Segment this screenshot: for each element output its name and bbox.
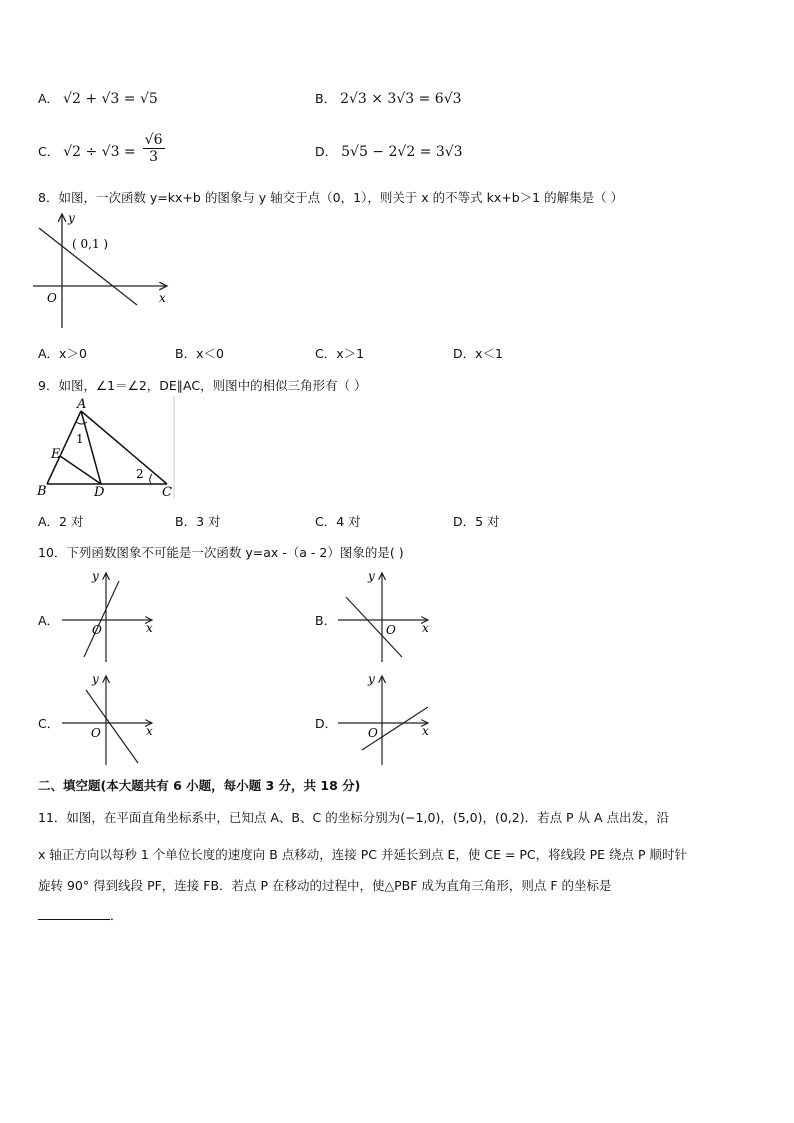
svg-text:O: O [368,726,378,740]
section-2-heading: 二、填空题(本大题共有 6 小题，每小题 3 分，共 18 分) [38,778,361,793]
q9-option-b: B．3 对 [175,514,221,529]
q9-stem: 9．如图，∠1＝∠2，DE∥AC，则图中的相似三角形有（ ） [38,378,367,393]
q7-option-c-label: C． [38,144,60,159]
svg-text:x: x [146,621,153,635]
q9-option-a: A．2 对 [38,514,84,529]
q8-option-a: A．x＞0 [38,346,87,361]
q7-option-c-fraction [143,132,165,165]
q7-option-b [315,89,462,107]
q10-graph-c [60,670,160,768]
q9-label-e: E [51,447,61,462]
q7-option-d [315,142,463,160]
q9-angle-2: 2 [136,467,144,481]
q11-line-1: 11．如图，在平面直角坐标系中，已知点 A、B、C 的坐标分别为(−1,0)，(5,0)，(0,2)．若点 P 从 A 点出发，沿 [38,810,670,825]
q7-option-c-denominator: 3 [149,149,159,165]
q11-line-2: x 轴正方向以每秒 1 个单位长度的速度向 B 点移动，连接 PC 并延长到点 E，使 CE = PC，将线段 PE 绕点 P 顺时针 [38,847,688,862]
svg-text:x: x [422,724,429,738]
svg-text:y: y [368,672,375,686]
q10-graph-b-label: B． [315,613,337,628]
svg-text:y: y [92,569,99,583]
q8-point-label: ( 0,1 ) [72,237,109,251]
q11-answer-blank[interactable] [38,907,110,920]
q7-option-b-label: B． [315,91,337,106]
q7-option-c-numerator: √6 [144,132,163,148]
q10-graph-d-label: D． [315,716,338,731]
q9-angle-1: 1 [76,432,84,446]
svg-text:y: y [368,569,375,583]
q9-option-d: D．5 对 [453,514,500,529]
q9-option-c: C．4 对 [315,514,361,529]
q9-triangle-figure [34,396,179,501]
q8-option-b: B．x＜0 [175,346,224,361]
q10-graph-d [336,670,436,768]
q10-graph-c-label: C． [38,716,60,731]
q7-option-a-expr: √2 + √3 = √5 [63,91,158,107]
q7-option-a [38,89,158,107]
q8-y-label: y [68,211,75,225]
q11-period: ． [110,908,123,923]
q8-x-label: x [159,291,166,305]
svg-text:O: O [92,623,102,637]
q8-origin-label: O [47,291,57,305]
q8-option-d: D．x＜1 [453,346,503,361]
q10-graph-a-label: A． [38,613,60,628]
q10-stem: 10．下列函数图象不可能是一次函数 y=ax -（a - 2）图象的是( ) [38,545,404,560]
q9-label-c: C [162,485,172,500]
svg-text:O: O [91,726,101,740]
q7-option-a-label: A． [38,91,60,106]
q11-answer-line [38,906,123,924]
q10-graph-b [336,567,436,665]
q7-option-d-label: D． [315,144,338,159]
q9-label-d: D [94,485,105,500]
q7-option-b-expr: 2√3 × 3√3 = 6√3 [340,91,462,107]
q11-line-3: 旋转 90° 得到线段 PF，连接 FB．若点 P 在移动的过程中，使△PBF 成为直角三角形，则点 F 的坐标是 [38,878,612,893]
q8-option-c: C．x＞1 [315,346,365,361]
q8-graph [30,210,175,332]
q7-option-c-expr: √2 ÷ √3 = [63,144,136,160]
q9-label-a: A [77,397,87,412]
q9-label-b: B [37,484,47,499]
q10-graph-a [60,567,160,665]
svg-text:y: y [92,672,99,686]
q8-stem: 8．如图，一次函数 y=kx+b 的图象与 y 轴交于点（0，1），则关于 x 的不等式 kx+b＞1 的解集是（ ） [38,190,624,205]
svg-text:x: x [422,621,429,635]
svg-text:O: O [386,623,396,637]
q7-option-c [38,132,165,165]
q7-option-d-expr: 5√5 − 2√2 = 3√3 [341,144,463,160]
svg-text:x: x [146,724,153,738]
